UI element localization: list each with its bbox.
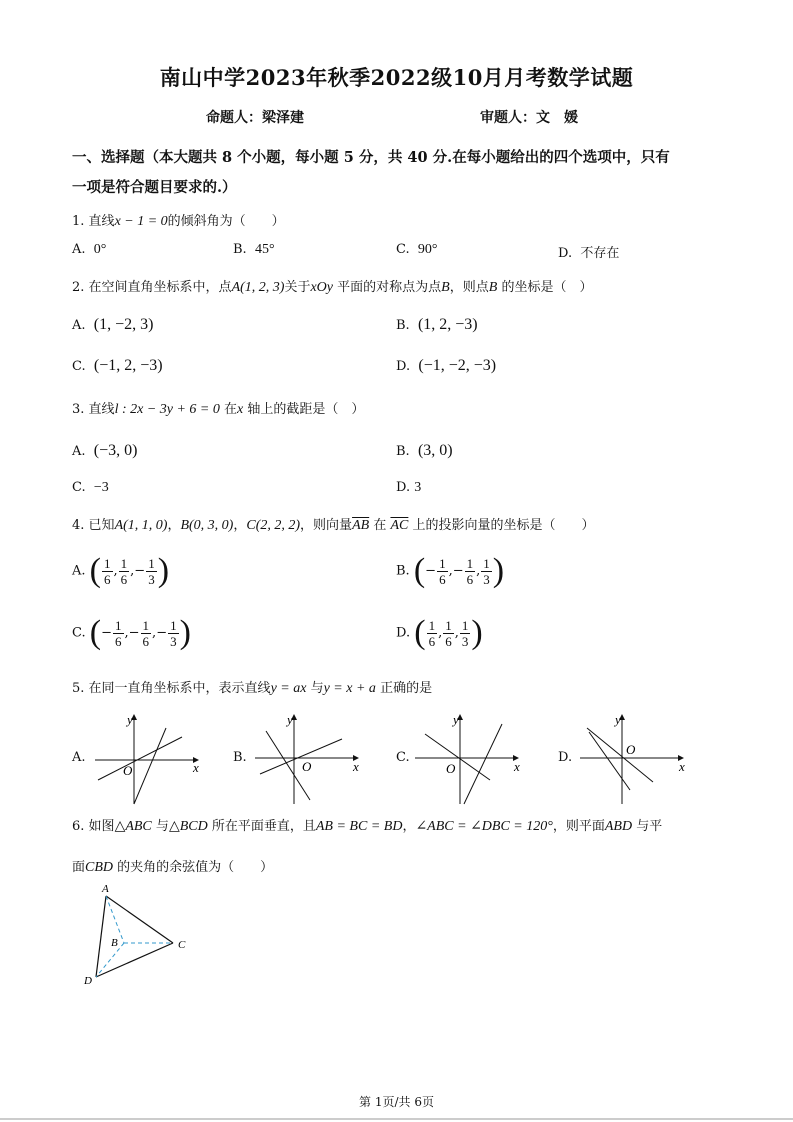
q2-option-d: D. (−1, −2, −3)	[396, 357, 497, 374]
y-label: y	[615, 712, 621, 727]
question-5: 5. 在同一直角坐标系中，表示直线y = ax 与y = x + a 正确的是	[72, 681, 433, 696]
line-2	[134, 728, 166, 804]
q2-option-a: A. (1, −2, 3)	[72, 316, 154, 333]
q4d-frac-3: $\frac{1}{3}$	[461, 617, 469, 649]
q5-option-d-label: D.	[558, 750, 573, 765]
q2-option-c: C. (−1, 2, −3)	[72, 357, 163, 374]
question-3: 3. 直线l : 2x − 3y + 6 = 0 在x 轴上的截距是（ ）	[72, 402, 365, 417]
x-label: x	[514, 759, 520, 774]
vertex-b: B	[111, 937, 118, 949]
q4d-frac-1: $\frac{1}{6}$	[428, 617, 436, 649]
q1-option-b: B. 45°	[233, 242, 275, 257]
x-label: x	[679, 759, 685, 774]
exam-title: 南山中学2023年秋季2022级10月月考数学试题	[159, 65, 634, 90]
origin-label: O	[302, 759, 312, 774]
q3-option-b: B. (3, 0)	[396, 442, 453, 459]
q4b-frac-2: $\frac{1}{6}$	[466, 555, 474, 587]
question-4: 4. 已知A(1, 1, 0)，B(0, 3, 0)，C(2, 2, 2)，则向量$\overline{AB}$ 在 $\overline{AC}$ 上的投影向量的坐标是（ ）	[72, 518, 595, 533]
question-6-line2: 面CBD 的夹角的余弦值为（ ）	[72, 860, 274, 875]
q5-graph-a	[90, 708, 210, 808]
q4-option-c: C. (− $\frac{1}{6}$ ,− $\frac{1}{6}$ ,− $\frac{1}{3}$ )	[72, 614, 191, 651]
page-footer: 第 1页/共 6页	[359, 1095, 434, 1109]
origin-label: O	[626, 742, 636, 757]
line-1	[425, 734, 490, 780]
x-label: x	[353, 759, 359, 774]
line-1	[587, 728, 653, 782]
q4b-frac-1: $\frac{1}{6}$	[439, 555, 446, 587]
section-heading-line2: 一项是符合题目要求的.）	[72, 179, 237, 196]
q4a-frac-1: $\frac{1}{6}$	[104, 555, 111, 587]
q5-graph-d	[575, 708, 695, 808]
line-1	[260, 739, 342, 774]
q4-option-b: B. (− $\frac{1}{6}$ ,− $\frac{1}{6}$ , $\frac{1}{3}$ )	[396, 552, 505, 589]
q1-option-d: D. 不存在	[558, 246, 620, 261]
q6-figure	[80, 880, 200, 990]
q3-option-d: D. 3	[396, 480, 422, 495]
q1-option-c: C. 90°	[396, 242, 438, 257]
vertex-c: C	[178, 939, 186, 951]
setter-name: 命题人：梁泽建	[206, 110, 304, 126]
q4c-frac-3: $\frac{1}{3}$	[170, 617, 177, 649]
q4-option-d: D. ( $\frac{1}{6}$ , $\frac{1}{6}$ , $\frac{1}{3}$ )	[396, 614, 483, 651]
section-heading-line1: 一、选择题（本大题共 8 个小题，每小题 5 分，共 40 分.在每小题给出的四个选项中，只有	[72, 149, 670, 166]
y-label: y	[287, 712, 293, 727]
origin-label: O	[446, 761, 456, 776]
q4b-frac-3: $\frac{1}{3}$	[483, 555, 490, 587]
q4-option-a: A. ( $\frac{1}{6}$ , $\frac{1}{6}$ ,− $\frac{1}{3}$ )	[72, 552, 170, 589]
q5-option-c-label: C.	[396, 750, 410, 765]
q5-graph-b	[250, 708, 370, 808]
origin-label: O	[123, 763, 133, 778]
q4c-frac-1: $\frac{1}{6}$	[115, 617, 122, 649]
edge-dc	[96, 943, 173, 977]
edge-ad	[96, 896, 106, 977]
vertex-a: A	[102, 883, 109, 895]
q1-option-a: A. 0°	[72, 242, 107, 257]
q4a-frac-2: $\frac{1}{6}$	[120, 555, 128, 587]
reviewer-name: 审题人：文 媛	[480, 110, 578, 126]
line-2	[464, 724, 502, 804]
question-2: 2. 在空间直角坐标系中，点A(1, 2, 3)关于xOy 平面的对称点为点B，则点B 的坐标是（ ）	[72, 280, 593, 295]
y-label: y	[127, 712, 133, 727]
q2-option-b: B. (1, 2, −3)	[396, 316, 478, 333]
y-label: y	[453, 712, 459, 727]
vertex-d: D	[84, 975, 92, 987]
q5-graph-c	[410, 708, 530, 808]
x-label: x	[193, 760, 199, 775]
q4d-frac-2: $\frac{1}{6}$	[445, 617, 452, 649]
q4a-frac-3: $\frac{1}{3}$	[148, 555, 155, 587]
edge-ac	[106, 896, 173, 943]
q4c-frac-2: $\frac{1}{6}$	[142, 617, 150, 649]
q3-option-a: A. (−3, 0)	[72, 442, 138, 459]
line-1	[98, 737, 182, 780]
q5-option-b-label: B.	[233, 750, 247, 765]
footer-divider	[0, 1118, 793, 1120]
edge-bd	[96, 943, 124, 977]
q3-option-c: C. −3	[72, 480, 109, 495]
edge-ab	[106, 896, 124, 943]
question-6-line1: 6. 如图△ABC 与△BCD 所在平面垂直，且AB = BC = BD，∠ABC = ∠DBC = 120°，则平面ABD 与平	[72, 819, 663, 834]
question-1: 1. 直线x − 1 = 0的倾斜角为（ ）	[72, 214, 285, 229]
q5-option-a-label: A.	[72, 750, 86, 765]
line-2	[589, 732, 630, 790]
